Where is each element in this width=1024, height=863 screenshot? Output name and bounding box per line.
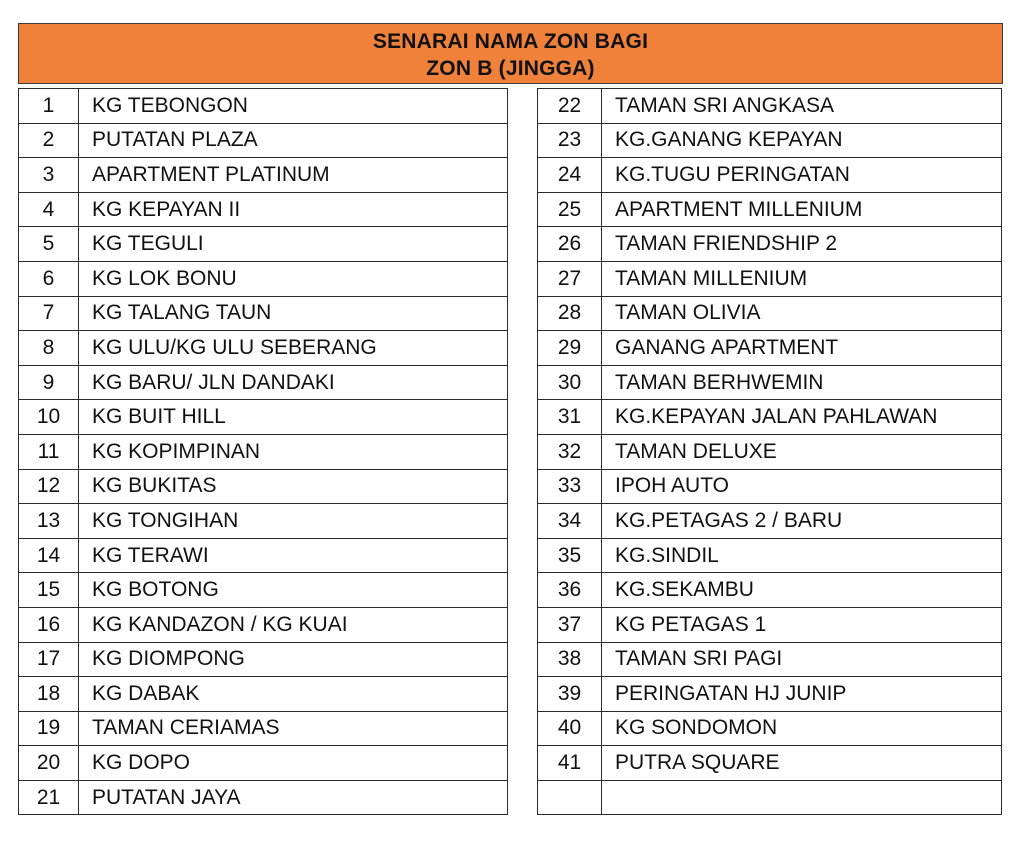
row-number: 17 <box>19 642 79 677</box>
zone-name: APARTMENT MILLENIUM <box>602 192 1002 227</box>
row-number: 12 <box>19 469 79 504</box>
table-row <box>19 607 508 642</box>
zone-name: KG TERAWI <box>79 538 508 573</box>
table-row <box>19 158 508 193</box>
zone-name: PUTATAN JAYA <box>79 780 508 815</box>
row-number: 39 <box>538 677 602 712</box>
table-row <box>19 677 508 712</box>
table-row <box>19 123 508 158</box>
table-row <box>19 573 508 608</box>
row-number: 28 <box>538 296 602 331</box>
table-row <box>19 331 508 366</box>
zone-name: KG LOK BONU <box>79 261 508 296</box>
row-number: 32 <box>538 434 602 469</box>
table-row <box>19 400 508 435</box>
zone-name: IPOH AUTO <box>602 469 1002 504</box>
table-row <box>538 158 1002 193</box>
table-row <box>19 296 508 331</box>
row-number: 40 <box>538 711 602 746</box>
row-number: 31 <box>538 400 602 435</box>
row-number: 1 <box>19 89 79 124</box>
zone-name: PUTRA SQUARE <box>602 746 1002 781</box>
table-row <box>19 642 508 677</box>
table-row <box>538 123 1002 158</box>
table-row <box>19 365 508 400</box>
row-number: 9 <box>19 365 79 400</box>
row-number: 8 <box>19 331 79 366</box>
row-number: 16 <box>19 607 79 642</box>
row-number: 4 <box>19 192 79 227</box>
table-row <box>19 192 508 227</box>
zone-name: KG.PETAGAS 2 / BARU <box>602 504 1002 539</box>
zone-name: KG ULU/KG ULU SEBERANG <box>79 331 508 366</box>
table-row <box>538 711 1002 746</box>
row-number: 29 <box>538 331 602 366</box>
table-row <box>19 469 508 504</box>
row-number: 7 <box>19 296 79 331</box>
row-number: 23 <box>538 123 602 158</box>
table-row <box>538 434 1002 469</box>
zone-name: PERINGATAN HJ JUNIP <box>602 677 1002 712</box>
zone-name: TAMAN DELUXE <box>602 434 1002 469</box>
zone-name: TAMAN SRI ANGKASA <box>602 89 1002 124</box>
row-number: 37 <box>538 607 602 642</box>
table-row <box>538 261 1002 296</box>
zone-name: KG DIOMPONG <box>79 642 508 677</box>
zone-table-right <box>537 88 1002 815</box>
row-number: 33 <box>538 469 602 504</box>
row-number: 6 <box>19 261 79 296</box>
row-number: 24 <box>538 158 602 193</box>
row-number: 3 <box>19 158 79 193</box>
row-number: 20 <box>19 746 79 781</box>
zone-name: KG DOPO <box>79 746 508 781</box>
zone-name: KG SONDOMON <box>602 711 1002 746</box>
row-number: 2 <box>19 123 79 158</box>
zone-name: KG.GANANG KEPAYAN <box>602 123 1002 158</box>
header-title: SENARAI NAMA ZON BAGI <box>372 30 649 53</box>
table-row <box>538 192 1002 227</box>
zone-name: KG.SEKAMBU <box>602 573 1002 608</box>
row-number: 13 <box>19 504 79 539</box>
row-number: 35 <box>538 538 602 573</box>
table-row <box>19 780 508 815</box>
zone-name: APARTMENT PLATINUM <box>79 158 508 193</box>
zone-name: TAMAN MILLENIUM <box>602 261 1002 296</box>
zone-name: KG TEGULI <box>79 227 508 262</box>
zone-name: KG TEBONGON <box>79 89 508 124</box>
table-row <box>538 746 1002 781</box>
table-row <box>19 504 508 539</box>
row-number: 18 <box>19 677 79 712</box>
row-number: 30 <box>538 365 602 400</box>
row-number: 15 <box>19 573 79 608</box>
table-row <box>538 296 1002 331</box>
zone-name: TAMAN FRIENDSHIP 2 <box>602 227 1002 262</box>
table-row <box>19 89 508 124</box>
row-number: 10 <box>19 400 79 435</box>
row-number: 25 <box>538 192 602 227</box>
zone-name: KG KANDAZON / KG KUAI <box>79 607 508 642</box>
zone-name: KG PETAGAS 1 <box>602 607 1002 642</box>
zone-name: KG KEPAYAN II <box>79 192 508 227</box>
table-row <box>538 573 1002 608</box>
zone-name: KG BARU/ JLN DANDAKI <box>79 365 508 400</box>
table-row <box>538 89 1002 124</box>
row-number: 34 <box>538 504 602 539</box>
table-row <box>19 746 508 781</box>
zone-name: KG BOTONG <box>79 573 508 608</box>
table-row <box>538 227 1002 262</box>
zone-name: TAMAN OLIVIA <box>602 296 1002 331</box>
row-number: 22 <box>538 89 602 124</box>
table-row <box>538 400 1002 435</box>
zone-name: KG BUKITAS <box>79 469 508 504</box>
row-number: 27 <box>538 261 602 296</box>
table-row <box>538 538 1002 573</box>
row-number: 5 <box>19 227 79 262</box>
table-row <box>538 780 1002 815</box>
zone-list-header <box>18 23 1003 84</box>
table-row <box>538 365 1002 400</box>
zone-name: TAMAN CERIAMAS <box>79 711 508 746</box>
table-row <box>538 607 1002 642</box>
zone-name: KG.TUGU PERINGATAN <box>602 158 1002 193</box>
table-row <box>19 538 508 573</box>
zone-name: KG TALANG TAUN <box>79 296 508 331</box>
table-row <box>19 227 508 262</box>
zone-name: KG TONGIHAN <box>79 504 508 539</box>
zone-name <box>602 780 1002 815</box>
row-number <box>538 780 602 815</box>
zone-table-left <box>18 88 508 815</box>
row-number: 11 <box>19 434 79 469</box>
row-number: 26 <box>538 227 602 262</box>
row-number: 41 <box>538 746 602 781</box>
zone-name: KG DABAK <box>79 677 508 712</box>
row-number: 36 <box>538 573 602 608</box>
zone-name: KG.KEPAYAN JALAN PAHLAWAN <box>602 400 1002 435</box>
table-row <box>538 331 1002 366</box>
table-row <box>19 711 508 746</box>
row-number: 14 <box>19 538 79 573</box>
row-number: 19 <box>19 711 79 746</box>
row-number: 38 <box>538 642 602 677</box>
table-row <box>19 261 508 296</box>
table-row <box>538 642 1002 677</box>
zone-name: PUTATAN PLAZA <box>79 123 508 158</box>
zone-name: KG KOPIMPINAN <box>79 434 508 469</box>
table-row <box>538 504 1002 539</box>
zone-name: KG BUIT HILL <box>79 400 508 435</box>
zone-name: KG.SINDIL <box>602 538 1002 573</box>
header-zone-subtitle: ZON B (JINGGA) <box>426 57 595 80</box>
zone-name: GANANG APARTMENT <box>602 331 1002 366</box>
zone-name: TAMAN SRI PAGI <box>602 642 1002 677</box>
table-row <box>19 434 508 469</box>
zone-name: TAMAN BERHWEMIN <box>602 365 1002 400</box>
table-row <box>538 469 1002 504</box>
table-row <box>538 677 1002 712</box>
row-number: 21 <box>19 780 79 815</box>
